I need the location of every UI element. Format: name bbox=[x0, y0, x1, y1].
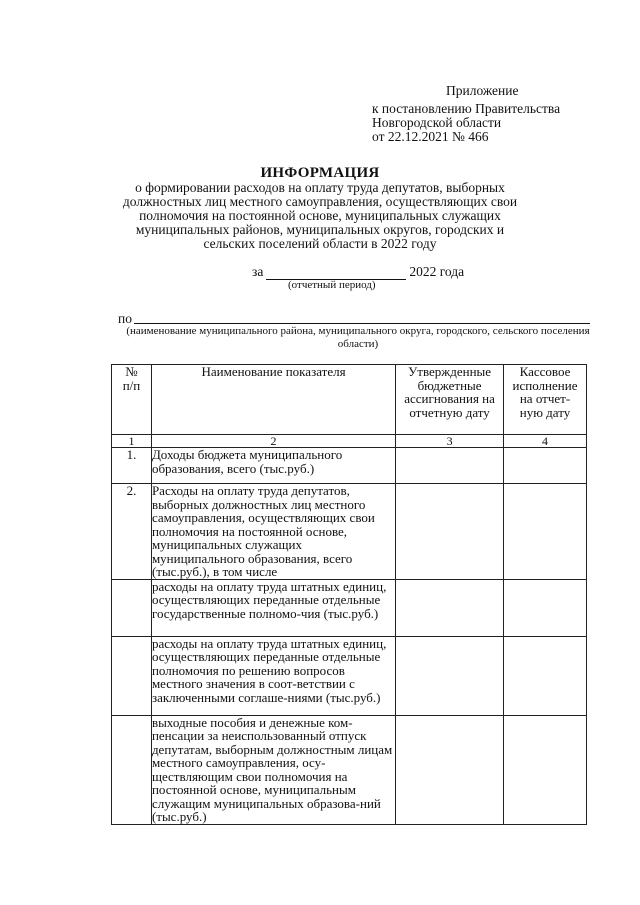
row-cash-cell bbox=[504, 636, 587, 715]
index-2: 2 bbox=[151, 435, 395, 448]
row-num bbox=[112, 715, 152, 824]
row-num: 2. bbox=[112, 484, 152, 580]
reporting-period bbox=[252, 264, 464, 280]
row-cash-cell bbox=[504, 579, 587, 636]
indicators-table bbox=[111, 364, 587, 825]
index-4: 4 bbox=[504, 435, 587, 448]
period-prefix: за bbox=[252, 264, 264, 279]
header-approved: Утвержденные бюджетные ассигнования на отчетную дату bbox=[396, 365, 504, 435]
row-num bbox=[112, 636, 152, 715]
row-cash-cell bbox=[504, 448, 587, 484]
table-row bbox=[112, 579, 587, 636]
row-name: Доходы бюджета муниципального образования, всего (тыс.руб.) bbox=[151, 448, 395, 484]
header-num: № п/п bbox=[112, 365, 152, 435]
row-approved-cell bbox=[396, 715, 504, 824]
table-row bbox=[112, 448, 587, 484]
row-num: 1. bbox=[112, 448, 152, 484]
header-name: Наименование показателя bbox=[151, 365, 395, 435]
appendix-label: Приложение bbox=[446, 83, 519, 98]
po-caption: (наименование муниципального района, муниципального округа, городского, сельского поселения области) bbox=[126, 325, 590, 350]
row-approved-cell bbox=[396, 636, 504, 715]
table-row bbox=[112, 484, 587, 580]
header-cash: Кассовое исполнение на отчет-ную дату bbox=[504, 365, 587, 435]
po-label: по bbox=[118, 311, 132, 326]
row-approved-cell bbox=[396, 579, 504, 636]
period-suffix: 2022 года bbox=[409, 264, 465, 279]
row-num bbox=[112, 579, 152, 636]
row-name: выходные пособия и денежные ком-пенсации за неиспользованный отпуск депутатам, выборным должностным лицам местного самоуправления, осу-ществляющим свои полномочия на постоянной основе, муниципальным служащим муниципальных образова-ний (тыс.руб.) bbox=[151, 715, 395, 824]
row-name: расходы на оплату труда штатных единиц, осуществляющих переданные отдельные государственные полномо-чия (тыс.руб.) bbox=[151, 579, 395, 636]
row-approved-cell bbox=[396, 448, 504, 484]
row-name: расходы на оплату труда штатных единиц, осуществляющих переданные отдельные полномочия по решению вопросов местного значения в соот-ветствии с заключенными соглаше-ниями (тыс.руб.) bbox=[151, 636, 395, 715]
appendix-line-1: к постановлению Правительства bbox=[372, 101, 561, 116]
period-caption: (отчетный период) bbox=[288, 279, 376, 291]
row-approved-cell bbox=[396, 484, 504, 580]
document-title: ИНФОРМАЦИЯ bbox=[260, 165, 380, 181]
index-3: 3 bbox=[396, 435, 504, 448]
appendix-block bbox=[372, 84, 622, 144]
po-blank-line bbox=[134, 323, 590, 324]
table-row bbox=[112, 636, 587, 715]
row-name: Расходы на оплату труда депутатов, выборных должностных лиц местного самоуправления, осуществляющих свои полномочия на постоянной основе, муниципальных служащих муниципального образования, всего (тыс.руб.), в том числе bbox=[151, 484, 395, 580]
appendix-line-3: от 22.12.2021 № 466 bbox=[372, 129, 489, 144]
table-row bbox=[112, 715, 587, 824]
index-row bbox=[112, 435, 587, 448]
row-cash-cell bbox=[504, 484, 587, 580]
appendix-line-2: Новгородской области bbox=[372, 115, 502, 130]
index-1: 1 bbox=[112, 435, 152, 448]
table-header-row bbox=[112, 365, 587, 435]
document-subtitle: о формировании расходов на оплату труда депутатов, выборных должностных лиц местного самоуправления, осуществляющих свои полномочия на постоянной основе, муниципальных служащих муниципальных районов, муниципальных округов, городских и сельских поселений области в 2022 году bbox=[122, 180, 518, 251]
row-cash-cell bbox=[504, 715, 587, 824]
